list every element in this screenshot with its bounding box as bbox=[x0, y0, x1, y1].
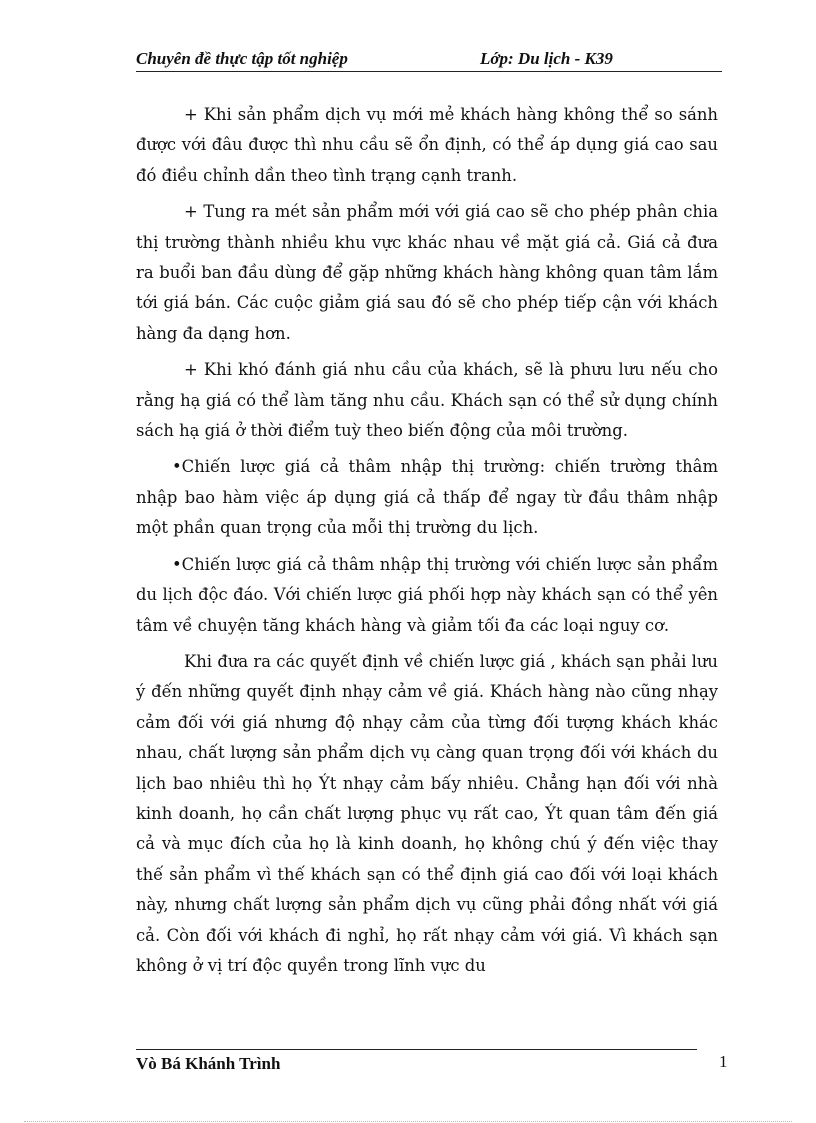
page-header bbox=[136, 49, 722, 72]
bullet-paragraph-2: •Chiến lược giá cả thâm nhập thị trường với chiến lược sản phẩm du lịch độc đáo. Với chiến lược giá phối hợp này khách sạn có thể yên tâm về chuyện tăng khách hàng và giảm tối đa các loại nguy cơ. bbox=[136, 554, 718, 635]
footer-author: Vò Bá Khánh Trình bbox=[136, 1054, 281, 1073]
page-number: 1 bbox=[719, 1052, 728, 1071]
header-class-label: Lớp: Du lịch - K39 bbox=[480, 49, 613, 68]
footer-divider bbox=[136, 1049, 697, 1050]
header-title: Chuyên đề thực tập tốt nghiệp bbox=[136, 49, 348, 68]
bullet-paragraph-1: •Chiến lược giá cả thâm nhập thị trường: chiến trường thâm nhập bao hàm việc áp dụng giá cả thấp để ngay từ đầu thâm nhập một phần quan trọng của mỗi thị trường du lịch. bbox=[136, 457, 718, 538]
paragraph-1: + Khi sản phẩm dịch vụ mới mẻ khách hàng không thể so sánh được với đâu được thì nhu cầu sẽ ổn định, có thể áp dụng giá cao sau đó điều chỉnh dần theo tình trạng cạnh tranh. bbox=[136, 105, 718, 185]
document-body bbox=[136, 100, 718, 987]
paragraph-2: + Tung ra mét sản phẩm mới với giá cao sẽ cho phép phân chia thị trường thành nhiều khu vực khác nhau về mặt giá cả. Giá cả đưa ra buổi ban đầu dùng để gặp những khách hàng không quan tâm lắm tới giá bán. Các cuộc giảm giá sau đó sẽ cho phép tiếp cận với khách hàng đa dạng hơn. bbox=[136, 202, 718, 343]
page-bottom-edge bbox=[24, 1121, 792, 1122]
paragraph-6: Khi đưa ra các quyết định về chiến lược giá , khách sạn phải lưu ý đến những quyết định nhạy cảm về giá. Khách hàng nào cũng nhạy cảm đối với giá nhưng độ nhạy cảm của từng đối tượng khách khác nhau, chất lượng sản phẩm dịch vụ càng quan trọng đối với khách du lịch bao nhiêu thì họ Ýt nhạy cảm bấy nhiêu. Chẳng hạn đối với nhà kinh doanh, họ cần chất lượng phục vụ rất cao, Ýt quan tâm đến giá cả và mục đích của họ là kinh doanh, họ không chú ý đến việc thay thế sản phẩm vì thế khách sạn có thể định giá cao đối với loại khách này, nhưng chất lượng sản phẩm dịch vụ cũng phải đồng nhất với giá cả. Còn đối với khách đi nghỉ, họ rất nhạy cảm với giá. Vì khách sạn không ở vị trí độc quyền trong lĩnh vực du bbox=[136, 651, 718, 975]
paragraph-3: + Khi khó đánh giá nhu cầu của khách, sẽ là phưu lưu nếu cho rằng hạ giá có thể làm tăng nhu cầu. Khách sạn có thể sử dụng chính sách hạ giá ở thời điểm tuỳ theo biến động của môi trường. bbox=[136, 360, 718, 441]
